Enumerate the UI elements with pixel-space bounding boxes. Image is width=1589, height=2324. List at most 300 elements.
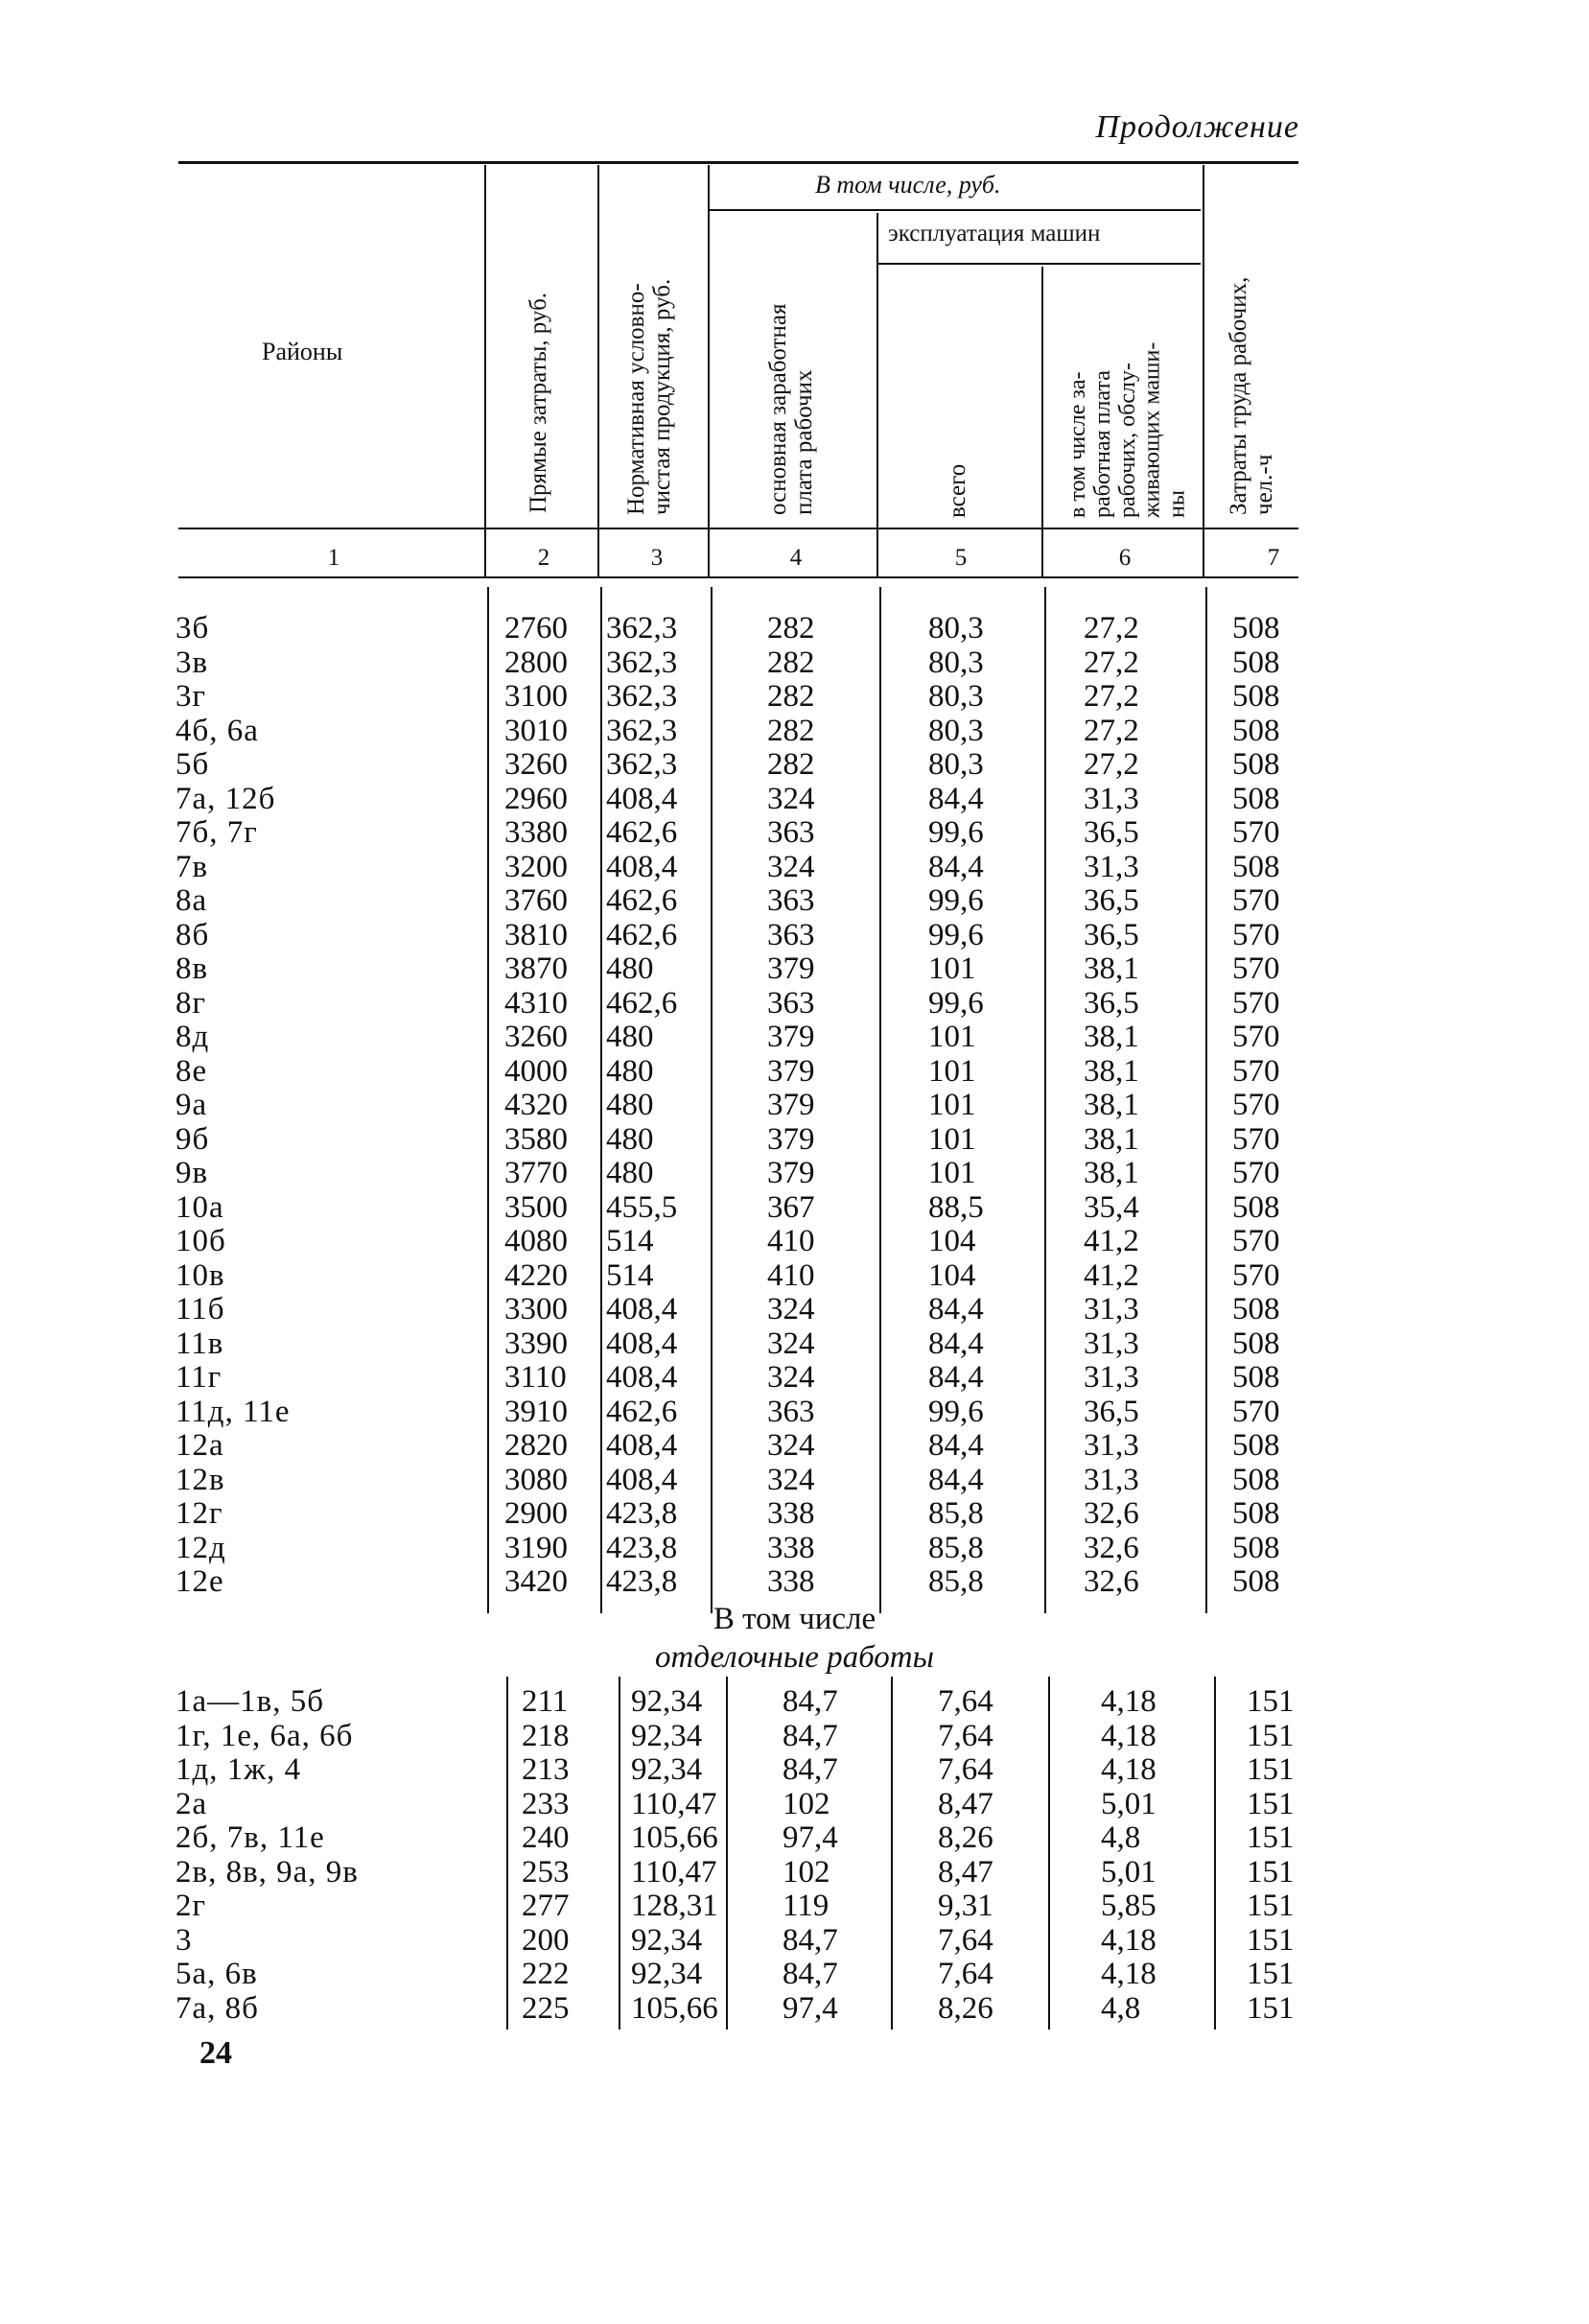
district-cell: 2г — [175, 1889, 207, 1923]
value-cell: 2820 — [504, 1428, 568, 1463]
table-row — [0, 748, 1589, 783]
header-divider — [1203, 165, 1204, 577]
value-cell: 31,3 — [1084, 781, 1139, 816]
value-cell: 84,7 — [783, 1752, 838, 1787]
district-cell: 8а — [175, 883, 208, 918]
value-cell: 570 — [1232, 1053, 1280, 1089]
value-cell: 423,8 — [606, 1530, 678, 1565]
value-cell: 225 — [522, 1990, 570, 2026]
table-row — [0, 1191, 1589, 1226]
value-cell: 508 — [1232, 781, 1280, 816]
value-cell: 84,7 — [783, 1922, 838, 1958]
value-cell: 2760 — [504, 611, 568, 646]
value-cell: 8,26 — [938, 1990, 993, 2026]
value-cell: 84,4 — [928, 1462, 984, 1497]
table-row — [0, 1396, 1589, 1430]
value-cell: 151 — [1247, 1684, 1295, 1719]
value-cell: 151 — [1247, 1718, 1295, 1753]
value-cell: 570 — [1232, 815, 1280, 850]
value-cell: 3190 — [504, 1530, 568, 1565]
value-cell: 508 — [1232, 679, 1280, 714]
value-cell: 570 — [1232, 1121, 1280, 1157]
table-row — [0, 1293, 1589, 1327]
table-row — [0, 1055, 1589, 1090]
value-cell: 3200 — [504, 849, 568, 884]
value-cell: 362,3 — [606, 645, 678, 680]
table-row — [0, 1958, 1589, 1992]
value-cell: 101 — [928, 1088, 976, 1122]
value-cell: 455,5 — [606, 1189, 678, 1225]
value-cell: 408,4 — [606, 781, 678, 816]
value-cell: 362,3 — [606, 747, 678, 782]
value-cell: 36,5 — [1084, 1394, 1139, 1429]
value-cell: 27,2 — [1084, 679, 1139, 714]
table-row — [0, 1429, 1589, 1464]
district-cell: 8г — [175, 985, 207, 1021]
district-cell: 2б, 7в, 11е — [175, 1820, 325, 1855]
value-cell: 570 — [1232, 1224, 1280, 1258]
district-cell: 4б, 6а — [175, 713, 259, 748]
value-cell: 31,3 — [1084, 1326, 1139, 1361]
value-cell: 84,7 — [783, 1957, 838, 1991]
table-row — [0, 816, 1589, 851]
value-cell: 92,34 — [631, 1752, 703, 1787]
value-cell: 5,85 — [1101, 1889, 1157, 1923]
value-cell: 218 — [522, 1718, 570, 1753]
district-cell: 5а, 6в — [175, 1957, 258, 1991]
value-cell: 31,3 — [1084, 1292, 1139, 1326]
district-cell: 2а — [175, 1786, 208, 1821]
value-cell: 4,18 — [1101, 1718, 1157, 1753]
table-row — [0, 1327, 1589, 1362]
value-cell: 7,64 — [938, 1718, 993, 1753]
value-cell: 480 — [606, 1020, 654, 1054]
district-cell: 12в — [175, 1462, 225, 1497]
value-cell: 570 — [1232, 951, 1280, 986]
table-row — [0, 1532, 1589, 1566]
value-cell: 99,6 — [928, 883, 984, 918]
table-row — [0, 1992, 1589, 2027]
value-cell: 80,3 — [928, 679, 984, 714]
value-cell: 3100 — [504, 679, 568, 714]
value-cell: 282 — [767, 747, 815, 782]
value-cell: 408,4 — [606, 849, 678, 884]
value-cell: 84,4 — [928, 1360, 984, 1395]
colnum: 6 — [1118, 545, 1132, 571]
district-cell: 9а — [175, 1088, 208, 1122]
value-cell: 84,7 — [783, 1718, 838, 1753]
value-cell: 408,4 — [606, 1326, 678, 1361]
value-cell: 213 — [522, 1752, 570, 1787]
value-cell: 27,2 — [1084, 645, 1139, 680]
table-row — [0, 646, 1589, 681]
value-cell: 36,5 — [1084, 917, 1139, 952]
value-cell: 27,2 — [1084, 747, 1139, 782]
value-cell: 2960 — [504, 781, 568, 816]
value-cell: 31,3 — [1084, 1428, 1139, 1463]
value-cell: 211 — [522, 1684, 569, 1719]
value-cell: 99,6 — [928, 985, 984, 1021]
value-cell: 508 — [1232, 1530, 1280, 1565]
header-total: всего — [945, 463, 970, 518]
value-cell: 4,8 — [1101, 1820, 1141, 1855]
value-cell: 3910 — [504, 1394, 568, 1429]
value-cell: 324 — [767, 1360, 815, 1395]
value-cell: 38,1 — [1084, 951, 1139, 986]
value-cell: 324 — [767, 1428, 815, 1463]
colnum: 7 — [1267, 545, 1280, 571]
value-cell: 508 — [1232, 1496, 1280, 1531]
value-cell: 38,1 — [1084, 1156, 1139, 1190]
value-cell: 97,4 — [783, 1990, 838, 2026]
value-cell: 408,4 — [606, 1360, 678, 1395]
value-cell: 151 — [1247, 1922, 1295, 1958]
value-cell: 36,5 — [1084, 883, 1139, 918]
value-cell: 570 — [1232, 883, 1280, 918]
value-cell: 99,6 — [928, 815, 984, 850]
value-cell: 99,6 — [928, 917, 984, 952]
table-row — [0, 1157, 1589, 1191]
value-cell: 4000 — [504, 1053, 568, 1089]
header-divider — [708, 165, 710, 577]
value-cell: 4320 — [504, 1088, 568, 1122]
value-cell: 408,4 — [606, 1292, 678, 1326]
table-row — [0, 1890, 1589, 1924]
value-cell: 31,3 — [1084, 849, 1139, 884]
table-row — [0, 1753, 1589, 1788]
value-cell: 462,6 — [606, 815, 678, 850]
value-cell: 362,3 — [606, 679, 678, 714]
value-cell: 110,47 — [631, 1786, 717, 1821]
value-cell: 408,4 — [606, 1462, 678, 1497]
value-cell: 151 — [1247, 1889, 1295, 1923]
district-cell: 7а, 8б — [175, 1990, 259, 2026]
table-row — [0, 952, 1589, 987]
value-cell: 3380 — [504, 815, 568, 850]
value-cell: 514 — [606, 1257, 654, 1293]
value-cell: 3260 — [504, 747, 568, 782]
value-cell: 8,47 — [938, 1786, 993, 1821]
value-cell: 41,2 — [1084, 1257, 1139, 1293]
header-machines: эксплуатация машин — [888, 221, 1101, 246]
value-cell: 92,34 — [631, 1718, 703, 1753]
value-cell: 104 — [928, 1224, 976, 1258]
value-cell: 110,47 — [631, 1854, 717, 1890]
value-cell: 379 — [767, 1121, 815, 1157]
value-cell: 480 — [606, 1053, 654, 1089]
district-cell: 11г — [175, 1360, 222, 1395]
machines-rule — [878, 263, 1201, 265]
subheading-line1: В том числе — [713, 1602, 876, 1636]
value-cell: 410 — [767, 1257, 815, 1293]
value-cell: 101 — [928, 1020, 976, 1054]
value-cell: 324 — [767, 781, 815, 816]
value-cell: 508 — [1232, 1189, 1280, 1225]
value-cell: 423,8 — [606, 1564, 678, 1599]
value-cell: 253 — [522, 1854, 570, 1890]
value-cell: 480 — [606, 951, 654, 986]
value-cell: 462,6 — [606, 917, 678, 952]
value-cell: 480 — [606, 1156, 654, 1190]
value-cell: 27,2 — [1084, 713, 1139, 748]
value-cell: 408,4 — [606, 1428, 678, 1463]
district-cell: 7а, 12б — [175, 781, 276, 816]
table-row — [0, 612, 1589, 646]
value-cell: 570 — [1232, 1088, 1280, 1122]
table-row — [0, 1685, 1589, 1720]
value-cell: 324 — [767, 1462, 815, 1497]
value-cell: 362,3 — [606, 713, 678, 748]
value-cell: 462,6 — [606, 1394, 678, 1429]
table-row — [0, 1361, 1589, 1396]
value-cell: 508 — [1232, 1428, 1280, 1463]
value-cell: 151 — [1247, 1957, 1295, 1991]
value-cell: 101 — [928, 1156, 976, 1190]
district-cell: 10б — [175, 1224, 226, 1258]
table-row — [0, 715, 1589, 749]
value-cell: 80,3 — [928, 645, 984, 680]
table-row — [0, 1924, 1589, 1959]
value-cell: 379 — [767, 951, 815, 986]
value-cell: 84,4 — [928, 1428, 984, 1463]
value-cell: 85,8 — [928, 1530, 984, 1565]
value-cell: 282 — [767, 611, 815, 646]
value-cell: 3010 — [504, 713, 568, 748]
table-row — [0, 680, 1589, 715]
value-cell: 32,6 — [1084, 1564, 1139, 1599]
value-cell: 151 — [1247, 1786, 1295, 1821]
value-cell: 2900 — [504, 1496, 568, 1531]
value-cell: 101 — [928, 1053, 976, 1089]
value-cell: 3770 — [504, 1156, 568, 1190]
table-row — [0, 1259, 1589, 1294]
value-cell: 570 — [1232, 985, 1280, 1021]
district-cell: 3 — [175, 1922, 193, 1958]
value-cell: 462,6 — [606, 883, 678, 918]
district-cell: 12е — [175, 1564, 224, 1599]
district-cell: 5б — [175, 747, 210, 782]
value-cell: 151 — [1247, 1820, 1295, 1855]
value-cell: 80,3 — [928, 747, 984, 782]
table-row — [0, 1123, 1589, 1158]
value-cell: 4,18 — [1101, 1957, 1157, 1991]
value-cell: 5,01 — [1101, 1786, 1157, 1821]
value-cell: 3390 — [504, 1326, 568, 1361]
value-cell: 222 — [522, 1957, 570, 1991]
table-row — [0, 851, 1589, 885]
value-cell: 38,1 — [1084, 1020, 1139, 1054]
value-cell: 31,3 — [1084, 1360, 1139, 1395]
value-cell: 41,2 — [1084, 1224, 1139, 1258]
district-cell: 8б — [175, 917, 210, 952]
value-cell: 277 — [522, 1889, 570, 1923]
value-cell: 84,4 — [928, 849, 984, 884]
colnum: 2 — [537, 545, 550, 571]
value-cell: 4,18 — [1101, 1752, 1157, 1787]
header-bottom-rule — [178, 528, 1298, 529]
table-row — [0, 987, 1589, 1021]
value-cell: 3870 — [504, 951, 568, 986]
district-cell: 11б — [175, 1292, 225, 1326]
value-cell: 363 — [767, 815, 815, 850]
header-base-wages: основная заработная плата рабочих — [765, 303, 817, 515]
district-cell: 2в, 8в, 9а, 9в — [175, 1854, 359, 1890]
value-cell: 3580 — [504, 1121, 568, 1157]
district-cell: 9б — [175, 1121, 210, 1157]
value-cell: 3300 — [504, 1292, 568, 1326]
value-cell: 38,1 — [1084, 1053, 1139, 1089]
value-cell: 85,8 — [928, 1496, 984, 1531]
header-machine-wages: в том числе за- работная плата рабочих, обслу- живающих маши- ны — [1065, 341, 1190, 518]
district-cell: 12а — [175, 1428, 224, 1463]
header-labor: Затраты труда рабочих, чел.-ч — [1226, 276, 1277, 515]
value-cell: 508 — [1232, 1564, 1280, 1599]
value-cell: 338 — [767, 1496, 815, 1531]
value-cell: 104 — [928, 1257, 976, 1293]
value-cell: 4,18 — [1101, 1684, 1157, 1719]
table-row — [0, 1497, 1589, 1532]
value-cell: 27,2 — [1084, 611, 1139, 646]
value-cell: 8,26 — [938, 1820, 993, 1855]
value-cell: 462,6 — [606, 985, 678, 1021]
table-row — [0, 919, 1589, 953]
value-cell: 38,1 — [1084, 1088, 1139, 1122]
value-cell: 508 — [1232, 611, 1280, 646]
header-divider — [597, 165, 599, 577]
value-cell: 5,01 — [1101, 1854, 1157, 1890]
district-cell: 8е — [175, 1053, 208, 1089]
value-cell: 570 — [1232, 1394, 1280, 1429]
value-cell: 92,34 — [631, 1922, 703, 1958]
value-cell: 119 — [783, 1889, 830, 1923]
header-group: В том числе, руб. — [815, 171, 1001, 199]
value-cell: 508 — [1232, 747, 1280, 782]
value-cell: 570 — [1232, 917, 1280, 952]
value-cell: 3500 — [504, 1189, 568, 1225]
value-cell: 92,34 — [631, 1684, 703, 1719]
district-cell: 12г — [175, 1496, 223, 1531]
value-cell: 362,3 — [606, 611, 678, 646]
value-cell: 4,8 — [1101, 1990, 1141, 2026]
value-cell: 200 — [522, 1922, 570, 1958]
value-cell: 379 — [767, 1088, 815, 1122]
page-number: 24 — [199, 2035, 232, 2071]
table-row — [0, 1856, 1589, 1890]
table-row — [0, 1021, 1589, 1055]
value-cell: 3810 — [504, 917, 568, 952]
value-cell: 3080 — [504, 1462, 568, 1497]
value-cell: 4,18 — [1101, 1922, 1157, 1958]
main-table-body — [0, 612, 1589, 1600]
value-cell: 92,34 — [631, 1957, 703, 1991]
table-row — [0, 1089, 1589, 1123]
value-cell: 363 — [767, 917, 815, 952]
value-cell: 570 — [1232, 1020, 1280, 1054]
value-cell: 101 — [928, 951, 976, 986]
value-cell: 379 — [767, 1020, 815, 1054]
value-cell: 151 — [1247, 1990, 1295, 2026]
value-cell: 84,7 — [783, 1684, 838, 1719]
value-cell: 84,4 — [928, 781, 984, 816]
value-cell: 508 — [1232, 1292, 1280, 1326]
district-cell: 7в — [175, 849, 209, 884]
value-cell: 338 — [767, 1564, 815, 1599]
colnum: 5 — [954, 545, 968, 571]
value-cell: 9,31 — [938, 1889, 993, 1923]
value-cell: 128,31 — [631, 1889, 718, 1923]
value-cell: 508 — [1232, 1326, 1280, 1361]
district-cell: 10в — [175, 1257, 225, 1293]
value-cell: 363 — [767, 883, 815, 918]
table-row — [0, 1225, 1589, 1259]
continuation-label: Продолжение — [1095, 109, 1299, 145]
value-cell: 3260 — [504, 1020, 568, 1054]
value-cell: 240 — [522, 1820, 570, 1855]
value-cell: 4310 — [504, 985, 568, 1021]
value-cell: 480 — [606, 1121, 654, 1157]
value-cell: 508 — [1232, 645, 1280, 680]
value-cell: 32,6 — [1084, 1530, 1139, 1565]
header-direct-costs: Прямые затраты, руб. — [526, 292, 551, 513]
table-row — [0, 1720, 1589, 1754]
value-cell: 324 — [767, 849, 815, 884]
district-cell: 1г, 1е, 6а, 6б — [175, 1718, 354, 1753]
value-cell: 32,6 — [1084, 1496, 1139, 1531]
group-rule — [710, 209, 1201, 211]
value-cell: 35,4 — [1084, 1189, 1139, 1225]
header-districts: Районы — [262, 338, 343, 365]
district-cell: 10а — [175, 1189, 224, 1225]
value-cell: 282 — [767, 679, 815, 714]
value-cell: 36,5 — [1084, 815, 1139, 850]
district-cell: 11д, 11е — [175, 1394, 291, 1429]
value-cell: 233 — [522, 1786, 570, 1821]
header-divider — [484, 165, 486, 577]
value-cell: 363 — [767, 985, 815, 1021]
value-cell: 423,8 — [606, 1496, 678, 1531]
value-cell: 38,1 — [1084, 1121, 1139, 1157]
subheading-line2: отделочные работы — [655, 1640, 934, 1675]
value-cell: 7,64 — [938, 1922, 993, 1958]
value-cell: 379 — [767, 1156, 815, 1190]
colnum: 4 — [789, 545, 803, 571]
value-cell: 508 — [1232, 849, 1280, 884]
value-cell: 3760 — [504, 883, 568, 918]
value-cell: 36,5 — [1084, 985, 1139, 1021]
value-cell: 151 — [1247, 1752, 1295, 1787]
value-cell: 514 — [606, 1224, 654, 1258]
value-cell: 84,4 — [928, 1292, 984, 1326]
value-cell: 99,6 — [928, 1394, 984, 1429]
value-cell: 324 — [767, 1292, 815, 1326]
district-cell: 3б — [175, 611, 210, 646]
district-cell: 7б, 7г — [175, 815, 258, 850]
table-row — [0, 783, 1589, 817]
value-cell: 4220 — [504, 1257, 568, 1293]
value-cell: 7,64 — [938, 1684, 993, 1719]
district-cell: 8в — [175, 951, 209, 986]
table-row — [0, 1565, 1589, 1600]
value-cell: 101 — [928, 1121, 976, 1157]
district-cell: 8д — [175, 1020, 210, 1054]
table-top-rule — [178, 161, 1298, 164]
subheading — [0, 1600, 1589, 1677]
value-cell: 367 — [767, 1189, 815, 1225]
value-cell: 4080 — [504, 1224, 568, 1258]
colnum-bottom-rule — [178, 576, 1298, 578]
value-cell: 508 — [1232, 713, 1280, 748]
district-cell: 1д, 1ж, 4 — [175, 1752, 302, 1787]
